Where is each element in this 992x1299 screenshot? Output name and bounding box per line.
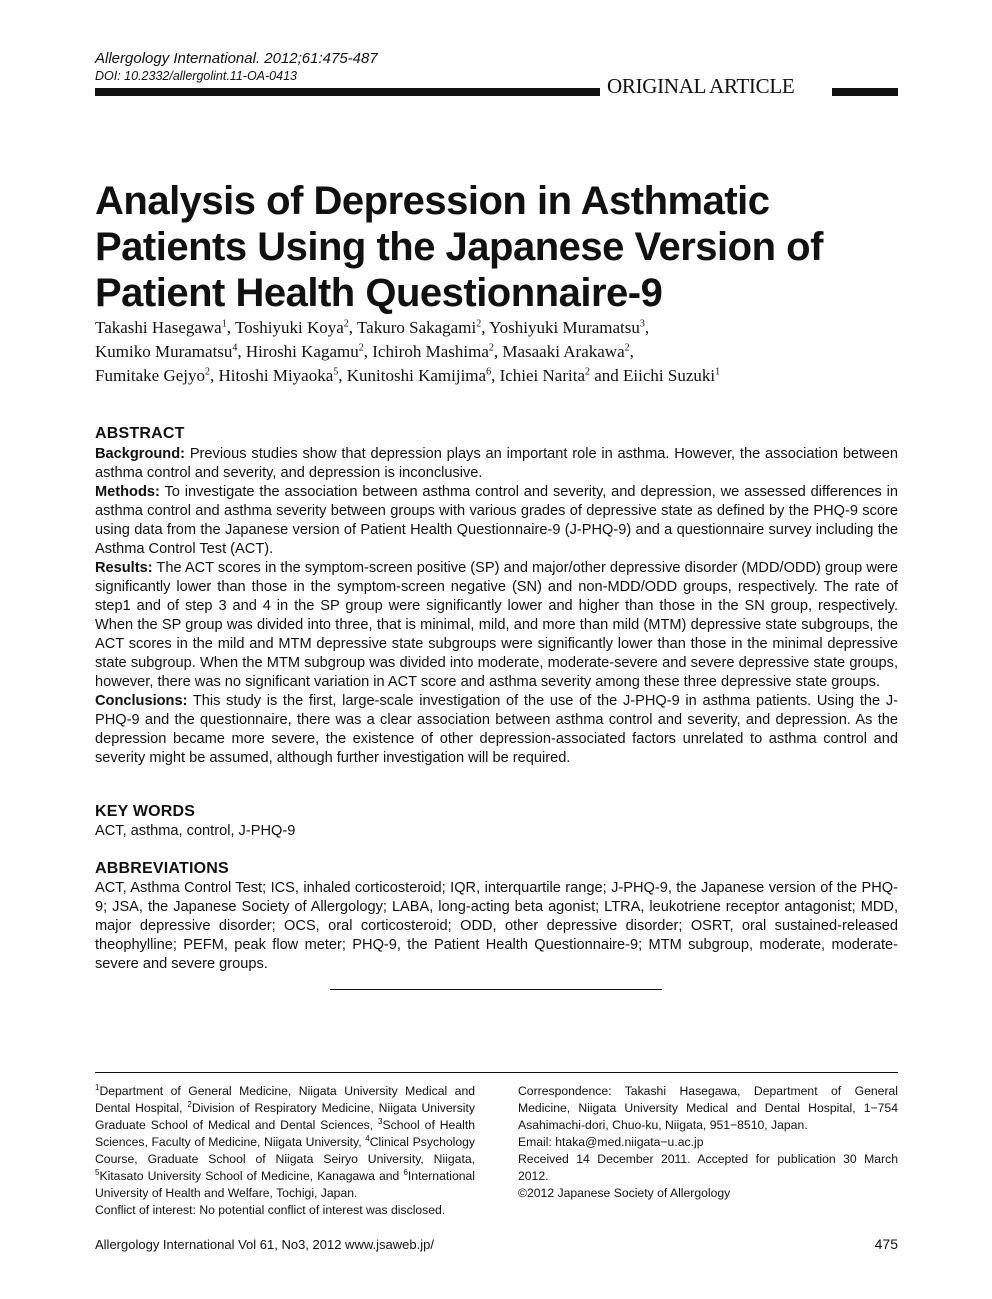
keywords-heading: KEY WORDS bbox=[95, 803, 196, 820]
author-affiliation-mark: 4 bbox=[232, 342, 238, 354]
author-name: Eiichi Suzuki bbox=[623, 366, 716, 385]
correspondence-email[interactable]: Email: htaka@med.niigata−u.ac.jp bbox=[518, 1135, 704, 1149]
author-name: Ichiei Narita bbox=[499, 366, 585, 385]
author-affiliation-mark: 2 bbox=[624, 342, 630, 354]
affiliation-number: 2 bbox=[187, 1099, 192, 1109]
author-affiliation-mark: 2 bbox=[358, 342, 364, 354]
author-affiliation-mark: 6 bbox=[486, 366, 492, 378]
author-name: Yoshiyuki Muramatsu bbox=[489, 318, 640, 337]
affiliation-number: 5 bbox=[95, 1167, 100, 1177]
keywords-text: ACT, asthma, control, J-PHQ-9 bbox=[95, 823, 296, 839]
author-list: Takashi Hasegawa$^1$, Toshiyuki Koya$^2$, Takuro Sakagami$^2$, Yoshiyuki Muramatsu$^3$, Kumiko Muramatsu$^4$, Hiroshi Kagamu$^2$, Ichiroh Mashima$^2$, Masaaki Arakawa$^2$, Fumitake Gejyo$^2$, Hitoshi Miyaoka$^5$, Kunitoshi Kamijima$^6$, Ichiei Narita$^2$ and Eiichi Suzuki$^1$ bbox=[95, 318, 721, 385]
methods-label: Methods: bbox=[95, 484, 160, 500]
author-name: Hitoshi Miyaoka bbox=[218, 366, 334, 385]
footer-journal: Allergology International Vol 61, No3, 2012 www.jsaweb.jp/ bbox=[95, 1237, 434, 1252]
author-name: Toshiyuki Koya bbox=[234, 318, 344, 337]
article-title: Analysis of Depression in Asthmatic Patients Using the Japanese Version of Patient Health Questionnaire-9 bbox=[95, 179, 823, 315]
conflict-of-interest: Conflict of interest: No potential conflict of interest was disclosed. bbox=[95, 1203, 446, 1217]
affiliation-number: 6 bbox=[403, 1167, 408, 1177]
affiliation-text: School of Health Sciences, Faculty of Medicine, Niigata University, bbox=[95, 1118, 475, 1149]
author-affiliation-mark: 1 bbox=[221, 318, 227, 330]
author-name: Takashi Hasegawa bbox=[95, 318, 222, 337]
affiliations-column bbox=[95, 1083, 475, 1219]
affiliations bbox=[95, 1083, 475, 1202]
abstract-body bbox=[95, 445, 898, 768]
results-label: Results: bbox=[95, 560, 153, 576]
author-affiliation-mark: 2 bbox=[205, 366, 211, 378]
author-affiliation-mark: 2 bbox=[476, 318, 482, 330]
abstract-results bbox=[95, 559, 898, 692]
affiliation-number: 1 bbox=[95, 1082, 100, 1092]
background-label: Background: bbox=[95, 446, 185, 462]
conclusions-text: This study is the first, large-scale investigation of the use of the J-PHQ-9 in asthma patients. Using the J-PHQ-9 and the questionnaire, there was a clear association between asthma control and severity, and depression. As the depression became more severe, the existence of other depression-associated factors unrelated to asthma control and severity might be assumed, although further investigation will be required. bbox=[95, 693, 898, 766]
affiliation-text: International University of Health and Welfare, Tochigi, Japan. bbox=[95, 1169, 475, 1200]
affiliation-number: 3 bbox=[378, 1116, 383, 1126]
header-rule-left bbox=[95, 88, 600, 96]
author-name: Fumitake Gejyo bbox=[95, 366, 206, 385]
affiliation-text: Kitasato University School of Medicine, Kanagawa and bbox=[99, 1169, 404, 1183]
author-affiliation-mark: 2 bbox=[343, 318, 349, 330]
affiliation-number: 4 bbox=[365, 1133, 370, 1143]
journal-citation: Allergology International. 2012;61:475-487 bbox=[95, 50, 378, 67]
affiliation-text: Clinical Psychology Course, Graduate School of Niigata Seiryo University, Niigata, bbox=[95, 1135, 475, 1166]
abstract-background bbox=[95, 445, 898, 483]
received-dates: Received 14 December 2011. Accepted for publication 30 March 2012. bbox=[518, 1152, 898, 1183]
article-type: ORIGINAL ARTICLE bbox=[607, 74, 795, 98]
author-name: Kunitoshi Kamijima bbox=[346, 366, 487, 385]
abbreviations-text: ACT, Asthma Control Test; ICS, inhaled corticosteroid; IQR, interquartile range; J-PHQ-9, the Japanese version of the PHQ-9; JSA, the Japanese Society of Allergology; LABA, long-acting beta agonist; LTRA, leukotriene receptor antagonist; MDD, major depressive disorder; OCS, oral corticosteroid; ODD, other depressive disorder; OSRT, oral sustained-released theophylline; PEFM, peak flow meter; PHQ-9, the Patient Health Questionnaire-9; MTM subgroup, moderate, moderate-severe and severe groups. bbox=[95, 880, 898, 972]
correspondence-column bbox=[518, 1083, 898, 1202]
author-affiliation-mark: 3 bbox=[639, 318, 645, 330]
author-name: Kumiko Muramatsu bbox=[95, 342, 233, 361]
affiliation-text: Division of Respiratory Medicine, Niigata University Graduate School of Medical and Dental Sciences, bbox=[95, 1101, 475, 1132]
abstract-methods bbox=[95, 483, 898, 559]
author-affiliation-mark: 2 bbox=[488, 342, 494, 354]
background-text: Previous studies show that depression plays an important role in asthma. However, the association between asthma control and severity, and depression is inconclusive. bbox=[95, 446, 898, 481]
abstract-heading: ABSTRACT bbox=[95, 425, 185, 442]
doi[interactable]: DOI: 10.2332/allergolint.11-OA-0413 bbox=[95, 69, 297, 83]
conclusions-label: Conclusions: bbox=[95, 693, 188, 709]
correspondence: Correspondence: Takashi Hasegawa, Department of General Medicine, Niigata University Medical and Dental Hospital, 1−754 Asahimachi-dori, Chuo-ku, Niigata, 951−8510, Japan. bbox=[518, 1084, 898, 1132]
abstract-conclusions bbox=[95, 692, 898, 768]
footnote-rule bbox=[95, 1072, 898, 1073]
author-name: Ichiroh Mashima bbox=[372, 342, 489, 361]
author-name: Hiroshi Kagamu bbox=[245, 342, 359, 361]
author-affiliation-mark: 5 bbox=[333, 366, 339, 378]
author-name: Masaaki Arakawa bbox=[502, 342, 625, 361]
section-divider bbox=[330, 989, 662, 990]
author-affiliation-mark: 1 bbox=[715, 366, 721, 378]
abbreviations-heading: ABBREVIATIONS bbox=[95, 860, 229, 877]
header-rule-right bbox=[832, 88, 898, 96]
page-number: 475 bbox=[874, 1236, 898, 1252]
author-affiliation-mark: 2 bbox=[585, 366, 590, 378]
copyright: ©2012 Japanese Society of Allergology bbox=[518, 1186, 731, 1200]
affiliation-text: Department of General Medicine, Niigata University Medical and Dental Hospital, bbox=[95, 1084, 475, 1115]
results-text: The ACT scores in the symptom-screen positive (SP) and major/other depressive disorder (MDD/ODD) group were significantly lower than those in the symptom-screen negative (SN) and non-MDD/ODD groups, respectively. The rate of step1 and of step 3 and 4 in the SP group were significantly lower and higher than those in the SN group, respectively. When the SP group was divided into three, that is minimal, mild, and more than mild (MTM) depressive state subgroups, the ACT scores in the mild and MTM depressive state subgroups were significantly lower than those in the minimal depressive state subgroup. When the MTM subgroup was divided into moderate, moderate-severe and severe depressive state groups, however, there was no significant variation in ACT score and asthma severity among these three depressive state groups. bbox=[95, 560, 898, 690]
author-name: Takuro Sakagami bbox=[356, 318, 477, 337]
methods-text: To investigate the association between asthma control and severity, and depression, we assessed differences in asthma control and asthma severity between groups with various grades of depressive state as defined by the PHQ-9 score using data from the Japanese version of Patient Health Questionnaire-9 (J-PHQ-9) and a questionnaire survey including the Asthma Control Test (ACT). bbox=[95, 484, 898, 557]
